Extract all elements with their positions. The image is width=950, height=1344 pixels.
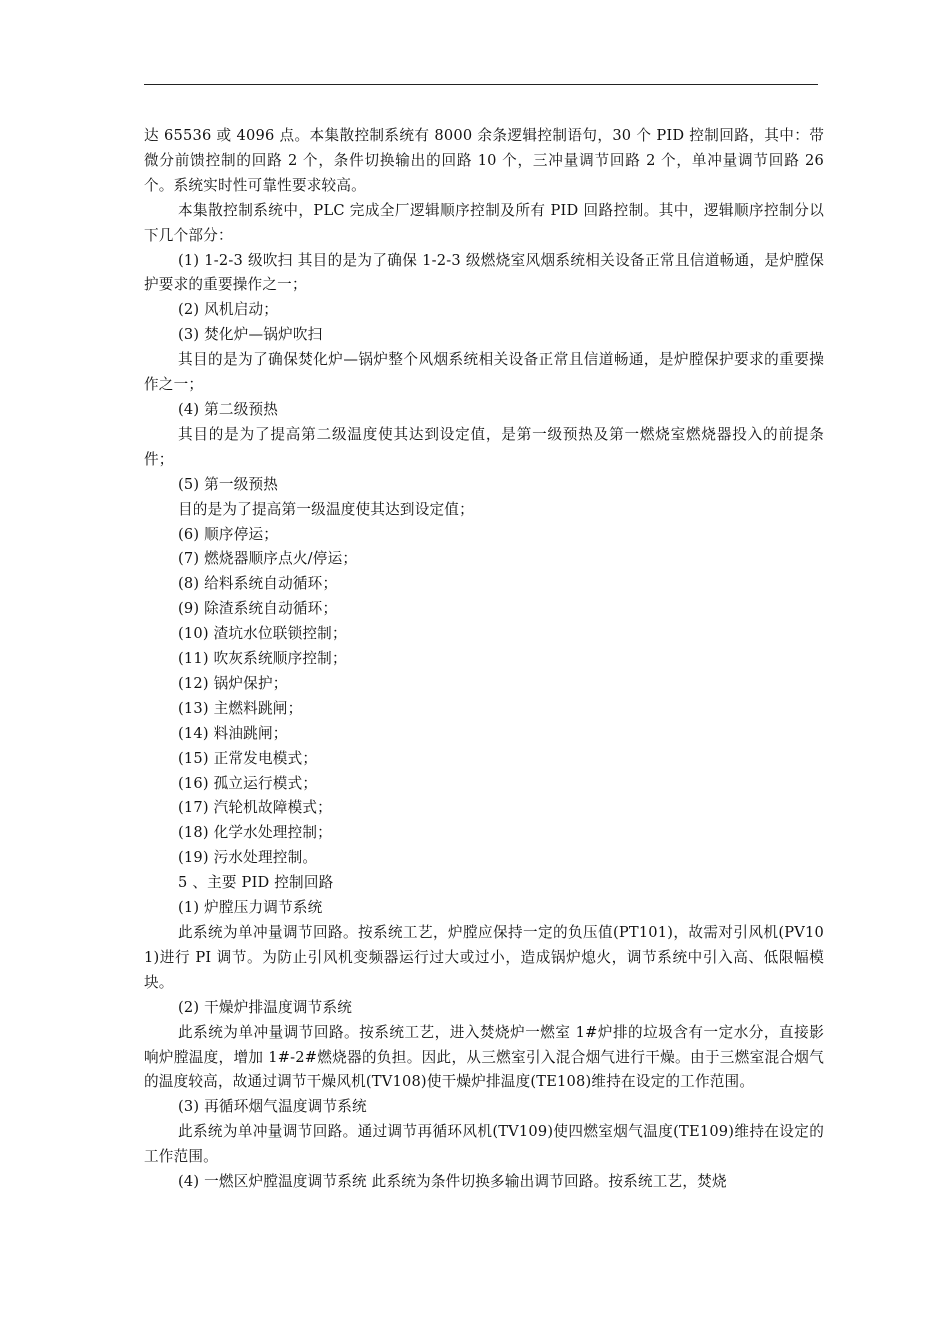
list-item: (5) 第一级预热 <box>178 475 279 493</box>
list-item: (4) 第二级预热 <box>178 400 279 418</box>
list-item: (3) 焚化炉—锅炉吹扫 <box>178 326 323 344</box>
subsection-heading: (2) 干燥炉排温度调节系统 <box>178 998 353 1016</box>
list-item: (6) 顺序停运； <box>178 525 279 543</box>
list-item: (7) 燃烧器顺序点火/停运； <box>178 550 358 568</box>
list-item: (12) 锅炉保护； <box>178 674 288 692</box>
paragraph: 其目的是为了提高第二级温度使其达到设定值，是第一级预热及第一燃烧室燃烧器投入的前提条件； <box>144 425 824 468</box>
header-rule <box>144 84 818 85</box>
list-item: (15) 正常发电模式； <box>178 749 318 767</box>
list-item: (9) 除渣系统自动循环； <box>178 600 338 618</box>
list-item: (18) 化学水处理控制； <box>178 824 332 842</box>
subsection-heading: (4) 一燃区炉膛温度调节系统 此系统为条件切换多输出调节回路。按系统工艺，焚烧 <box>178 1173 727 1191</box>
list-item: (13) 主燃料跳闸； <box>178 699 303 717</box>
paragraph: 其目的是为了确保焚化炉—锅炉整个风烟系统相关设备正常且信道畅通，是炉膛保护要求的重要操作之一； <box>144 351 824 394</box>
paragraph: 此系统为单冲量调节回路。按系统工艺，炉膛应保持一定的负压值(PT101)，故需对引风机(PV101)进行 PI 调节。为防止引风机变频器运行过大或过小，造成锅炉熄火，调节系统中引入高、低限幅模块。 <box>144 924 824 991</box>
section-heading: 5 、主要 PID 控制回路 <box>178 874 334 892</box>
subsection-heading: (3) 再循环烟气温度调节系统 <box>178 1098 367 1116</box>
paragraph: 本集散控制系统中，PLC 完成全厂逻辑顺序控制及所有 PID 回路控制。其中，逻辑顺序控制分以下几个部分： <box>144 201 824 244</box>
list-item: (19) 污水处理控制。 <box>178 849 318 867</box>
list-item: (10) 渣坑水位联锁控制； <box>178 625 347 643</box>
paragraph: 此系统为单冲量调节回路。按系统工艺，进入焚烧炉一燃室 1#炉排的垃圾含有一定水分，直接影响炉膛温度，增加 1#-2#燃烧器的负担。因此，从三燃室引入混合烟气进行干燥。由于三燃室混合烟气的温度较高，故通过调节干燥风机(TV108)使干燥炉排温度(TE108)维持在设定的工作范围。 <box>144 1023 824 1091</box>
list-item: (8) 给料系统自动循环； <box>178 575 338 593</box>
paragraph: 目的是为了提高第一级温度使其达到设定值； <box>178 500 474 518</box>
list-item: (11) 吹灰系统顺序控制； <box>178 650 347 668</box>
paragraph: 此系统为单冲量调节回路。通过调节再循环风机(TV109)使四燃室烟气温度(TE109)维持在设定的工作范围。 <box>144 1123 824 1166</box>
list-item: (14) 料油跳闸； <box>178 724 288 742</box>
list-item: (1) 1-2-3 级吹扫 其目的是为了确保 1-2-3 级燃烧室风烟系统相关设备正常且信道畅通，是炉膛保护要求的重要操作之一； <box>144 251 824 294</box>
list-item: (17) 汽轮机故障模式； <box>178 799 332 817</box>
subsection-heading: (1) 炉膛压力调节系统 <box>178 899 323 917</box>
list-item: (16) 孤立运行模式； <box>178 774 318 792</box>
document-body <box>144 124 824 1195</box>
list-item: (2) 风机启动； <box>178 301 279 319</box>
paragraph: 达 65536 或 4096 点。本集散控制系统有 8000 余条逻辑控制语句，30 个 PID 控制回路，其中：带微分前馈控制的回路 2 个，条件切换输出的回路 10 个，三冲量调节回路 2 个，单冲量调节回路 26 个。系统实时性可靠性要求较高。 <box>144 127 824 194</box>
